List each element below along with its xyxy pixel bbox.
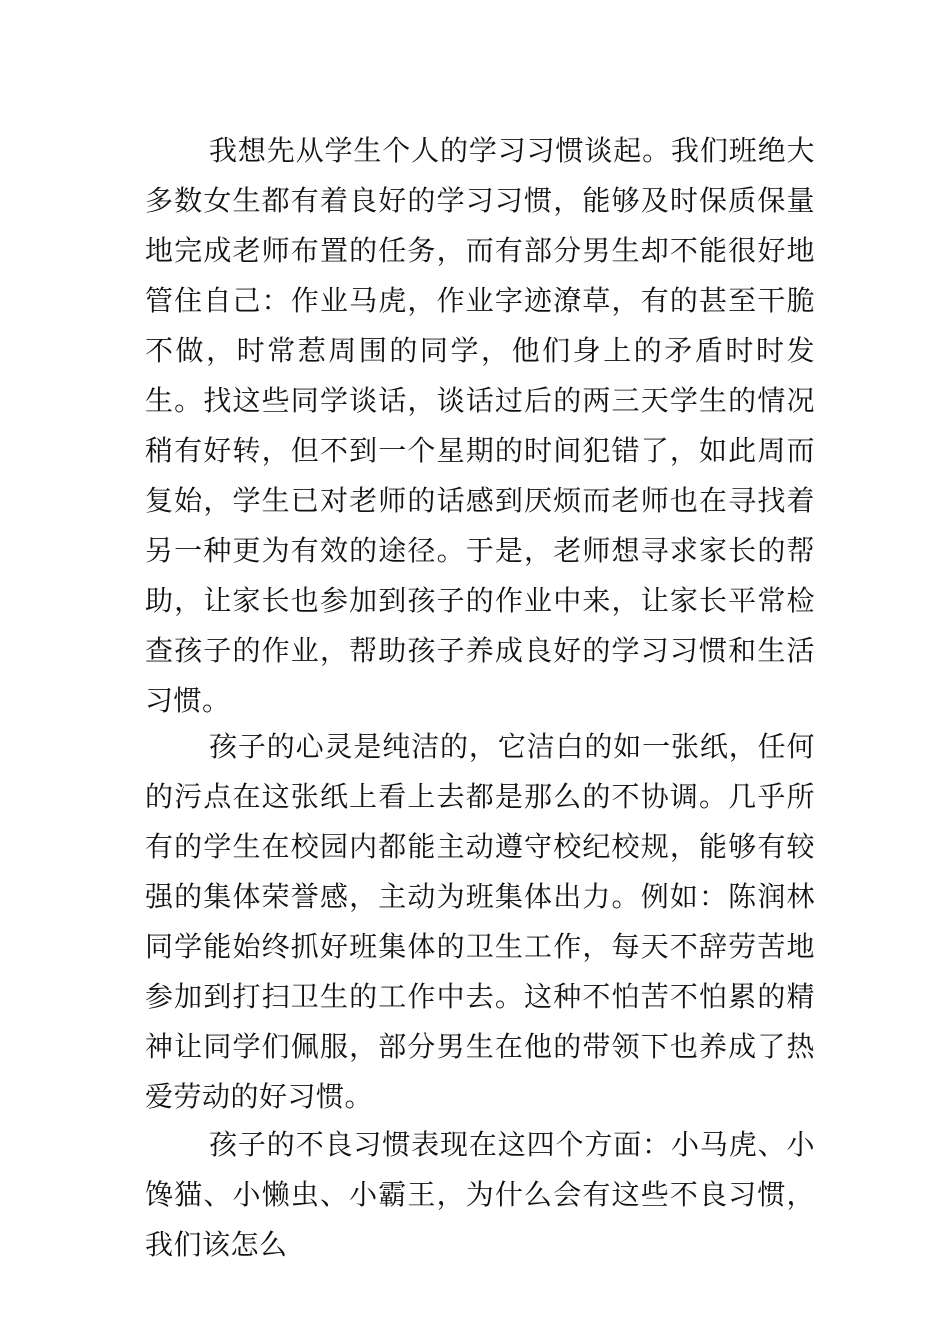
paragraph-study-habits: 我想先从学生个人的学习习惯谈起。我们班绝大多数女生都有着良好的学习习惯，能够及时保质保量地完成老师布置的任务，而有部分男生却不能很好地管住自己：作业马虎，作业字迹潦草，有的甚至干脆不做，时常惹周围的同学，他们身上的矛盾时时发生。找这些同学谈话，谈话过后的两三天学生的情况稍有好转，但不到一个星期的时间犯错了，如此周而复始，学生已对老师的话感到厌烦而老师也在寻找着另一种更为有效的途径。于是，老师想寻求家长的帮助，让家长也参加到孩子的作业中来，让家长平常检查孩子的作业，帮助孩子养成良好的学习习惯和生活习惯。 — [145, 134, 815, 717]
paragraph-bad-habits: 孩子的不良习惯表现在这四个方面：小马虎、小馋猫、小懒虫、小霸王，为什么会有这些不良习惯，我们该怎么 — [145, 1128, 815, 1261]
paragraph-pure-heart: 孩子的心灵是纯洁的，它洁白的如一张纸，任何的污点在这张纸上看上去都是那么的不协调。几乎所有的学生在校园内都能主动遵守校纪校规，能够有较强的集体荣誉感，主动为班集体出力。例如：陈润林同学能始终抓好班集体的卫生工作，每天不辞劳苦地参加到打扫卫生的工作中去。这种不怕苦不怕累的精神让同学们佩服，部分男生在他的带领下也养成了热爱劳动的好习惯。 — [145, 730, 815, 1113]
